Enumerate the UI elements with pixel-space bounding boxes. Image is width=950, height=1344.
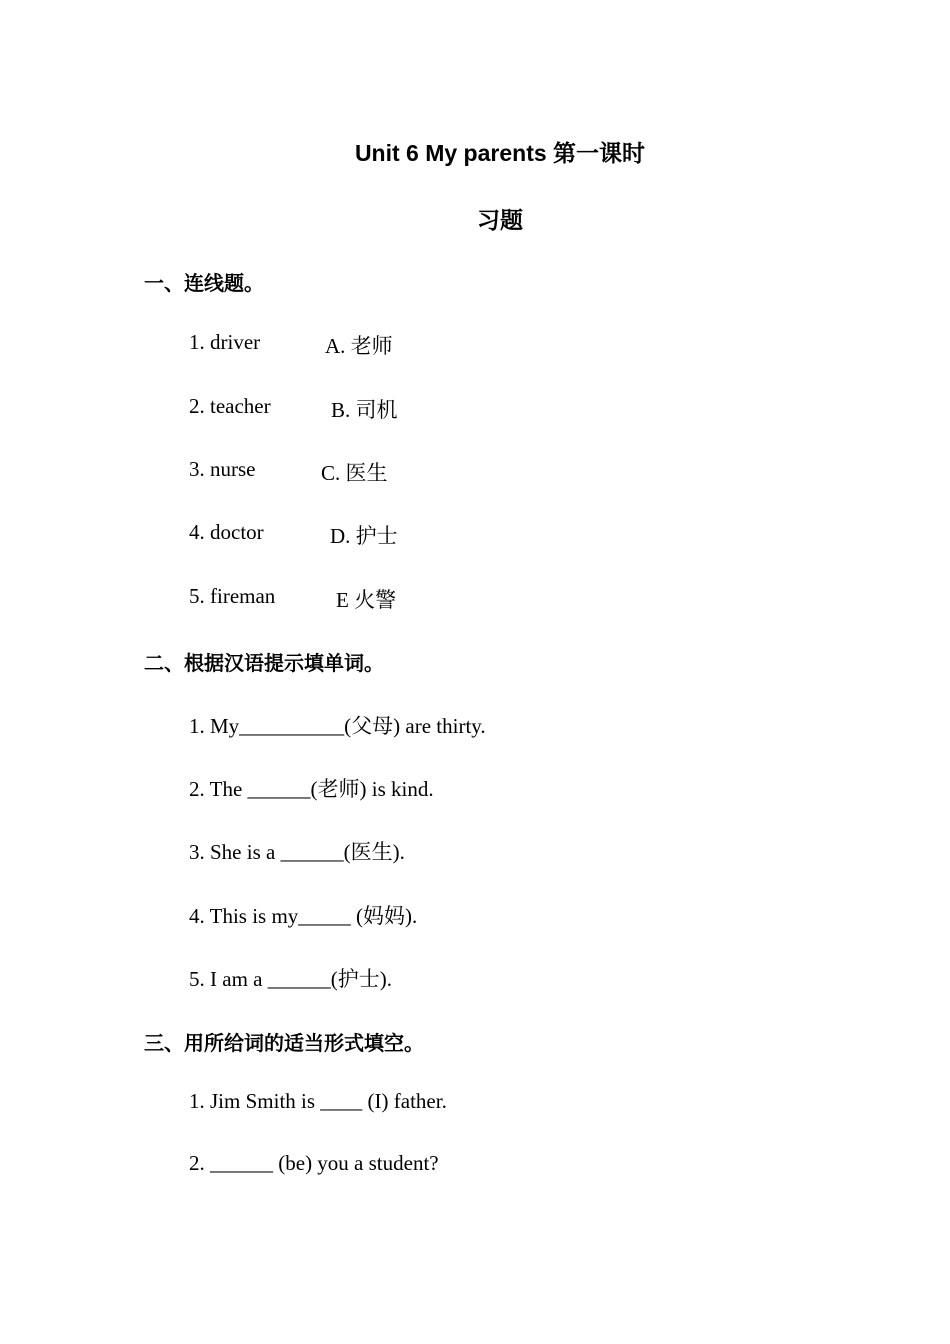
matching-item-left: 1. driver — [189, 330, 261, 354]
matching-item-right: E 火警 — [336, 588, 397, 612]
fill-item: 1. My__________(父母) are thirty. — [189, 714, 486, 738]
matching-item-right: B. 司机 — [331, 398, 398, 422]
matching-item-right: C. 医生 — [321, 461, 388, 485]
fill-item: 4. This is my_____ (妈妈). — [189, 904, 418, 928]
document-subtitle: 习题 — [477, 207, 523, 233]
fill-item: 5. I am a ______(护士). — [189, 967, 392, 991]
fill-item: 2. The ______(老师) is kind. — [189, 777, 434, 801]
fill-item: 3. She is a ______(医生). — [189, 840, 405, 864]
matching-item-left: 2. teacher — [189, 394, 271, 418]
matching-item-left: 5. fireman — [189, 584, 276, 608]
document-title: Unit 6 My parents 第一课时 — [354, 140, 646, 166]
word-form-item: 1. Jim Smith is ____ (I) father. — [189, 1089, 447, 1113]
matching-item-right: D. 护士 — [330, 524, 398, 548]
word-form-item: 2. ______ (be) you a student? — [189, 1151, 439, 1175]
matching-item-left: 4. doctor — [189, 520, 264, 544]
section-heading-fill-words: 二、根据汉语提示填单词。 — [144, 651, 384, 675]
section-heading-word-forms: 三、用所给词的适当形式填空。 — [144, 1031, 424, 1055]
matching-item-left: 3. nurse — [189, 457, 256, 481]
matching-item-right: A. 老师 — [325, 334, 393, 358]
section-heading-matching: 一、连线题。 — [144, 271, 264, 295]
